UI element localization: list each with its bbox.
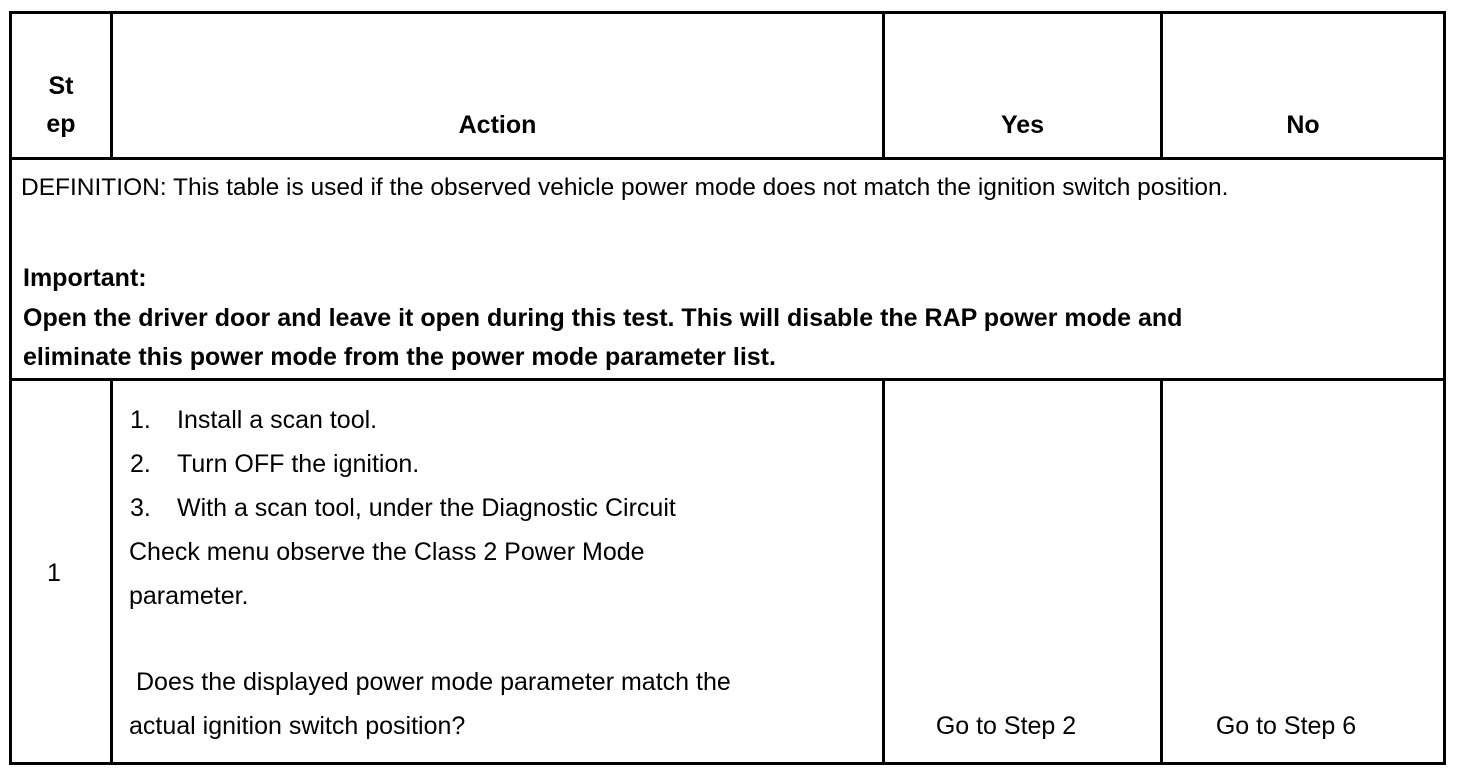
row-1-yes: Go to Step 2 (935, 712, 1077, 740)
yes-col-divider-row (1160, 378, 1163, 765)
table-border-top (9, 11, 1446, 14)
list-item-number: 3. (130, 494, 151, 522)
row-1-no: Go to Step 6 (1215, 712, 1357, 740)
row-1-question-line-1: Does the displayed power mode parameter match the (136, 668, 731, 696)
list-item-text: With a scan tool, under the Diagnostic Circuit (177, 494, 676, 522)
header-yes: Yes (1000, 111, 1045, 139)
important-line-1: Open the driver door and leave it open during this test. This will disable the RAP power mode and (23, 304, 1183, 332)
definition-divider (9, 378, 1446, 381)
header-action: Action (458, 111, 537, 139)
list-item (130, 486, 676, 530)
table-border-right (1443, 11, 1446, 765)
list-item-text: Turn OFF the ignition. (177, 450, 420, 478)
list-item-number: 1. (130, 406, 151, 434)
row-1-question-line-2: actual ignition switch position? (129, 712, 466, 740)
list-item-number: 2. (130, 450, 151, 478)
header-divider (9, 157, 1446, 160)
header-no: No (1286, 111, 1320, 139)
row-1-step: 1 (47, 559, 61, 587)
header-step-line2: ep (46, 110, 76, 138)
header-step (12, 67, 110, 143)
important-line-2: eliminate this power mode from the power mode parameter list. (23, 343, 776, 371)
row-1-continuation-line-2: parameter. (129, 582, 249, 610)
list-item-text: Install a scan tool. (177, 406, 378, 434)
step-col-divider-row (110, 378, 113, 765)
header-step-line1: St (48, 72, 74, 100)
definition-text: DEFINITION: This table is used if the observed vehicle power mode does not match the ignition switch position. (21, 174, 1229, 201)
action-col-divider-row (882, 378, 885, 765)
table-border-bottom (9, 762, 1446, 765)
list-item (130, 442, 676, 486)
row-1-action-list (130, 398, 676, 530)
important-label: Important: (23, 264, 147, 292)
row-1-continuation-line-1: Check menu observe the Class 2 Power Mode (129, 538, 645, 566)
list-item (130, 398, 676, 442)
